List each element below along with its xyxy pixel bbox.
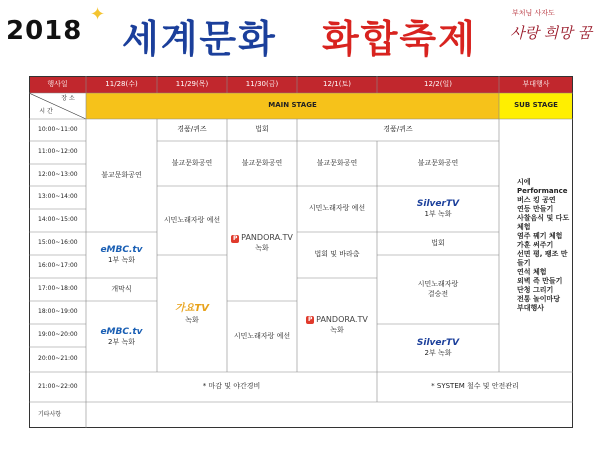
time-slot: 10:00~11:00 bbox=[38, 125, 78, 133]
embc-tv-logo: eMBC.tv bbox=[100, 245, 143, 256]
time-slot: 15:00~16:00 bbox=[38, 239, 78, 247]
event-recording-part2 bbox=[377, 324, 499, 372]
event-singing-prelim: 시민노래자랑 예선 bbox=[163, 215, 221, 224]
header-side-events: 부대행사 bbox=[522, 79, 550, 88]
main-stage-label: MAIN STAGE bbox=[268, 101, 317, 110]
event-label: 2부 녹화 bbox=[108, 337, 135, 346]
event-buddhist-performance: 불교문화공연 bbox=[171, 158, 213, 167]
event-prize-quiz: 경품/퀴즈 bbox=[383, 125, 413, 134]
pandora-tv-logo: P PANDORA.TV bbox=[307, 314, 368, 324]
sub-stage-label: SUB STAGE bbox=[514, 101, 558, 110]
time-slot: 14:00~15:00 bbox=[38, 216, 78, 224]
header-day-4: 12/1(토) bbox=[323, 79, 351, 88]
side-event-item: 연석 체험 bbox=[517, 267, 547, 276]
banner-year: 2018 bbox=[6, 16, 83, 46]
time-slot: 13:00~14:00 bbox=[38, 193, 78, 201]
side-event-item: 가훈 써주기 bbox=[517, 241, 554, 250]
event-buddhist-performance: 불교문화공연 bbox=[241, 158, 283, 167]
side-event-item: 버스 킹 공연 bbox=[517, 196, 556, 205]
pandora-tv-logo: P PANDORA.TV bbox=[232, 233, 293, 243]
header-date-label: 행사일 bbox=[47, 79, 68, 88]
event-recording-part2 bbox=[86, 301, 157, 372]
misc-label: 기타사항 bbox=[38, 410, 62, 418]
time-slot: 20:00~21:00 bbox=[38, 355, 78, 363]
embc-tv-logo: eMBC.tv bbox=[100, 326, 143, 337]
event-closing-security: * 마감 및 야간경비 bbox=[202, 382, 261, 391]
time-slot: 18:00~19:00 bbox=[38, 308, 78, 316]
event-recording bbox=[297, 278, 377, 372]
side-event-item: 부대행사 bbox=[517, 303, 545, 312]
side-event-item: 단청 그리기 bbox=[517, 285, 554, 294]
event-prize-quiz: 경품/퀴즈 bbox=[177, 125, 207, 134]
event-recording-part1 bbox=[86, 232, 157, 278]
pandora-icon: P bbox=[232, 234, 238, 242]
event-buddhist-performance: 불교문화공연 bbox=[316, 158, 358, 167]
event-system-teardown: * SYSTEM 철수 및 안전관리 bbox=[431, 382, 519, 391]
corner-time-label: 시 간 bbox=[39, 107, 53, 115]
event-buddhist-performance: 불교문화공연 bbox=[417, 158, 459, 167]
side-event-item: 연등 만들기 bbox=[517, 205, 554, 214]
star-icon: ✦ bbox=[90, 4, 106, 25]
banner-organizer: 부처님 사자도 bbox=[512, 9, 555, 17]
side-event-item: 전통 놀이마당 bbox=[517, 294, 561, 303]
event-label: 1부 녹화 bbox=[424, 210, 452, 219]
schedule-table bbox=[29, 76, 573, 428]
header-day-3: 11/30(금) bbox=[245, 79, 279, 88]
side-event-item: 선면 평, 팽조 만들기 bbox=[517, 249, 568, 267]
banner-title-red: 화합축제 bbox=[322, 16, 477, 61]
event-singing-prelim: 시민노래자랑 예선 bbox=[233, 331, 291, 340]
header-day-2: 11/29(목) bbox=[175, 79, 209, 88]
event-recording bbox=[157, 255, 227, 372]
header-day-1: 11/28(수) bbox=[105, 79, 138, 88]
time-slot: 16:00~17:00 bbox=[38, 262, 78, 270]
time-slot: 12:00~13:00 bbox=[38, 170, 78, 178]
event-dharma-service: 법회 bbox=[431, 238, 445, 247]
side-event-item: 사찰음식 및 다도체험 bbox=[517, 214, 570, 232]
time-slot: 19:00~20:00 bbox=[38, 331, 78, 339]
header-day-5: 12/2(일) bbox=[424, 79, 452, 88]
event-label: 녹화 bbox=[255, 244, 269, 253]
side-event-item: 외벽 즉 만들기 bbox=[517, 276, 563, 285]
event-label: 2부 녹화 bbox=[424, 349, 452, 358]
event-label: 1부 녹화 bbox=[108, 256, 135, 265]
side-events-list bbox=[499, 119, 573, 372]
gayo-tv-logo: 가요TV bbox=[175, 303, 209, 315]
pandora-icon: P bbox=[307, 316, 313, 324]
event-label: 녹화 bbox=[185, 315, 199, 324]
time-slot: 11:00~12:00 bbox=[38, 148, 78, 156]
event-label: 녹화 bbox=[330, 325, 344, 334]
side-event-item: 염주 꿰기 체험 bbox=[517, 232, 563, 241]
time-slot: 17:00~18:00 bbox=[38, 285, 78, 293]
event-recording bbox=[227, 186, 297, 301]
side-event-item: 시에 Performance bbox=[517, 178, 568, 196]
corner-venue-label: 장 소 bbox=[61, 94, 75, 102]
event-singing-final: 시민노래자랑 결승전 bbox=[417, 280, 459, 298]
event-singing-prelim: 시민노래자랑 예선 bbox=[308, 204, 366, 213]
silver-tv-logo: SilverTV bbox=[416, 199, 460, 210]
silver-tv-logo: SilverTV bbox=[416, 338, 460, 349]
banner-title-blue: 세계문화 bbox=[122, 16, 277, 61]
event-buddhist-performance: 불교문화공연 bbox=[101, 170, 142, 179]
event-recording-part1 bbox=[377, 186, 499, 232]
event-dharma-dance: 법회 및 바라춤 bbox=[314, 250, 360, 259]
event-dharma-service: 법회 bbox=[255, 125, 269, 134]
festival-banner bbox=[0, 0, 600, 68]
time-slot: 21:00~22:00 bbox=[38, 382, 78, 390]
event-opening-ceremony: 개막식 bbox=[111, 284, 132, 293]
banner-slogan: 사랑 희망 꿈 bbox=[510, 24, 592, 42]
